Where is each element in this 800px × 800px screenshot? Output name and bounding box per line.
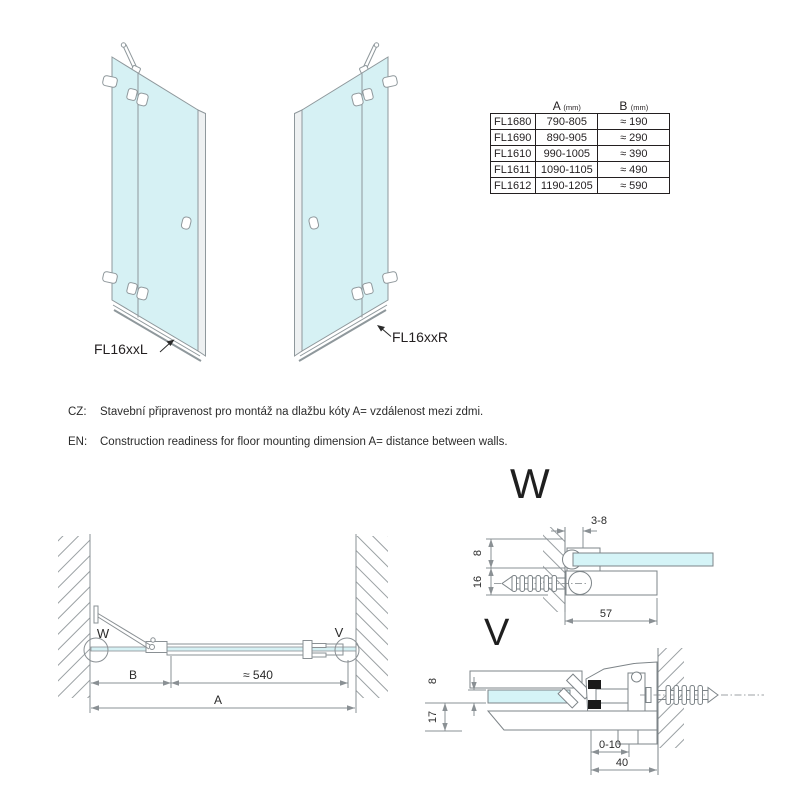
dim-label-v-0-10: 0-10 — [598, 739, 622, 751]
dim-label-v-17: 17 — [427, 710, 439, 724]
dim-label-w-16: 16 — [472, 575, 484, 589]
door-right-drawing — [295, 43, 398, 361]
table-row: FL1610 990-1005 ≈ 390 — [491, 146, 670, 162]
detail-v-drawing — [425, 648, 764, 775]
detail-w-title: W — [510, 460, 550, 507]
dim-label-b: B — [128, 668, 138, 682]
table-row: FL1611 1090-1105 ≈ 490 — [491, 162, 670, 178]
plan-detail-v-marker: V — [334, 625, 344, 640]
dim-label-v-8: 8 — [427, 677, 439, 685]
dim-label-a: A — [213, 693, 223, 707]
left-door-label: FL16xxL — [94, 341, 148, 357]
size-table — [490, 98, 670, 194]
dim-label-3-8: 3-8 — [591, 515, 607, 527]
dim-label-540: ≈ 540 — [243, 668, 273, 682]
table-row: FL1612 1190-1205 ≈ 590 — [491, 178, 670, 194]
table-row: FL1690 890-905 ≈ 290 — [491, 130, 670, 146]
en-note-text: Construction readiness for floor mounting dimension A= distance between walls. — [100, 436, 508, 448]
detail-w-drawing — [472, 515, 713, 625]
dim-label-v-40: 40 — [615, 757, 629, 769]
en-note-label: EN: — [68, 436, 88, 448]
cz-note-text: Stavební připravenost pro montáž na dlažbu kóty A= vzdálenost mezi zdmi. — [100, 406, 484, 418]
detail-v-title: V — [484, 612, 510, 654]
plan-dimensions — [91, 656, 355, 711]
cz-note-label: CZ: — [68, 406, 87, 418]
table-row: FL1680 790-805 ≈ 190 — [491, 114, 670, 130]
cz-note — [68, 406, 483, 418]
right-door-label: FL16xxR — [392, 329, 449, 345]
dim-label-w-57: 57 — [599, 608, 613, 620]
dim-label-w-8: 8 — [472, 549, 484, 557]
en-note — [68, 436, 508, 448]
door-left-drawing — [102, 43, 205, 361]
size-table-header: A (mm) B (mm) — [552, 98, 649, 113]
plan-detail-w-marker: W — [96, 626, 110, 641]
plan-view-drawing — [58, 534, 388, 713]
